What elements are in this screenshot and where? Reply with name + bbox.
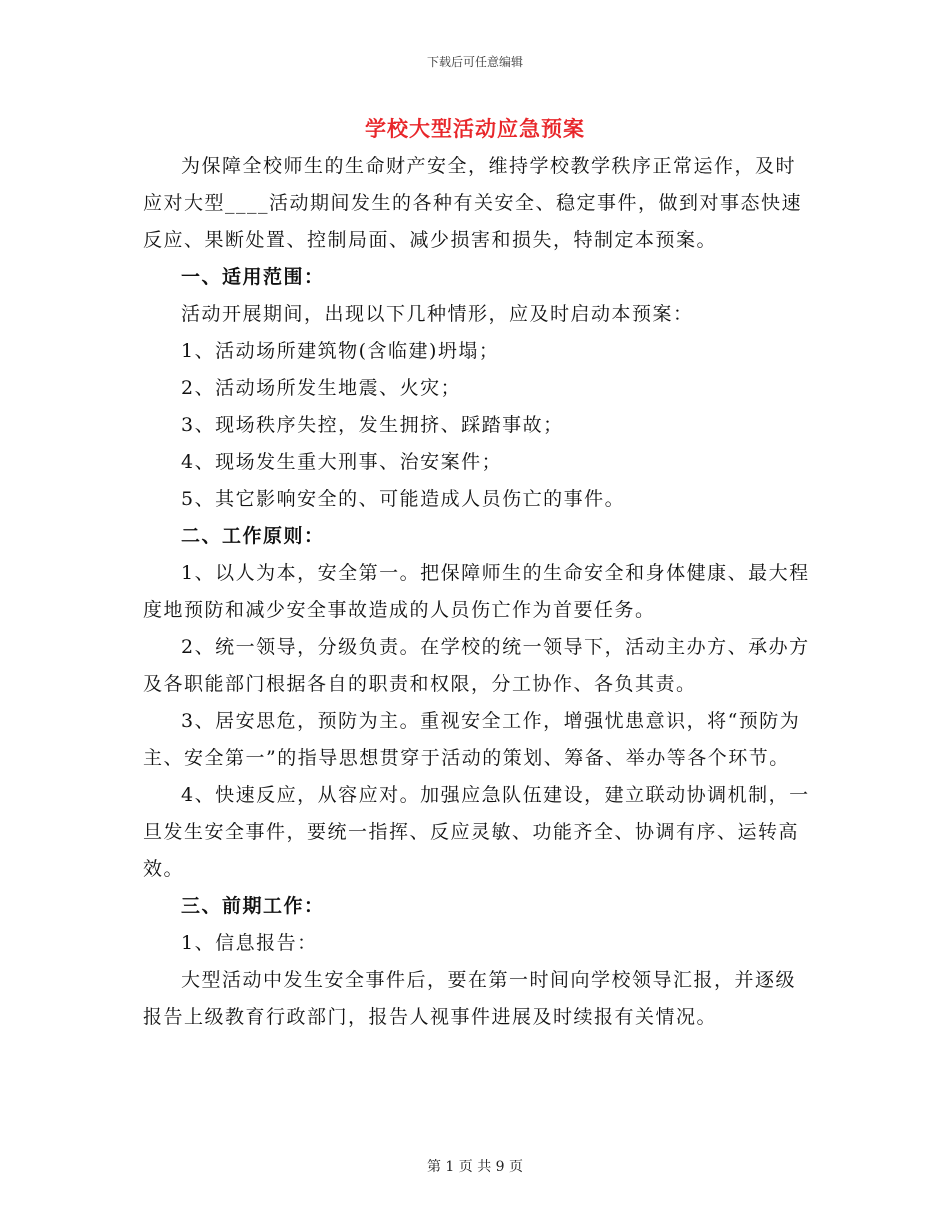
- scope-list-item: 2、活动场所发生地震、火灾；: [181, 377, 462, 399]
- section-heading-scope: 一、适用范围：: [181, 266, 325, 288]
- scope-list-item: 3、现场秩序失控，发生拥挤、踩踏事故；: [181, 414, 564, 436]
- document-title: 学校大型活动应急预案: [365, 116, 585, 141]
- scope-list-item: 4、现场发生重大刑事、治安案件；: [181, 451, 503, 473]
- section-heading-preparation: 三、前期工作：: [181, 895, 325, 917]
- intro-paragraph: 为保障全校师生的生命财产安全，维持学校教学秩序正常运作，及时应对大型____活动期间发生的各种有关安全、稳定事件，做到对事态快速反应、果断处置、控制局面、减少损害和损失，特制定本预案。: [143, 155, 803, 251]
- scope-list-item: 1、活动场所建筑物(含临建)坍塌；: [181, 340, 500, 362]
- document-body: [143, 148, 815, 1036]
- principle-paragraph: 1、以人为本，安全第一。把保障师生的生命安全和身体健康、最大程度地预防和减少安全事故造成的人员伤亡作为首要任务。: [143, 562, 810, 621]
- preparation-subheading: 1、信息报告：: [181, 932, 318, 954]
- page-header-note: 下载后可任意编辑: [426, 55, 523, 69]
- principle-paragraph: 2、统一领导，分级负责。在学校的统一领导下，活动主办方、承办方及各职能部门根据各自的职责和权限，分工协作、各负其责。: [143, 636, 810, 695]
- page-number-footer: 第 1 页 共 9 页: [426, 1159, 524, 1175]
- section-heading-principles: 二、工作原则：: [181, 525, 325, 547]
- principle-paragraph: 4、快速反应，从容应对。加强应急队伍建设，建立联动协调机制，一旦发生安全事件，要统一指挥、反应灵敏、功能齐全、协调有序、运转高效。: [143, 784, 810, 880]
- scope-lead-paragraph: 活动开展期间，出现以下几种情形，应及时启动本预案：: [181, 303, 694, 325]
- preparation-paragraph: 大型活动中发生安全事件后，要在第一时间向学校领导汇报，并逐级报告上级教育行政部门，报告人视事件进展及时续报有关情况。: [143, 969, 797, 1028]
- principle-paragraph: 3、居安思危，预防为主。重视安全工作，增强忧患意识，将“预防为主、安全第一”的指导思想贯穿于活动的策划、筹备、举办等各个环节。: [143, 710, 801, 769]
- scope-list-item: 5、其它影响安全的、可能造成人员伤亡的事件。: [181, 488, 626, 510]
